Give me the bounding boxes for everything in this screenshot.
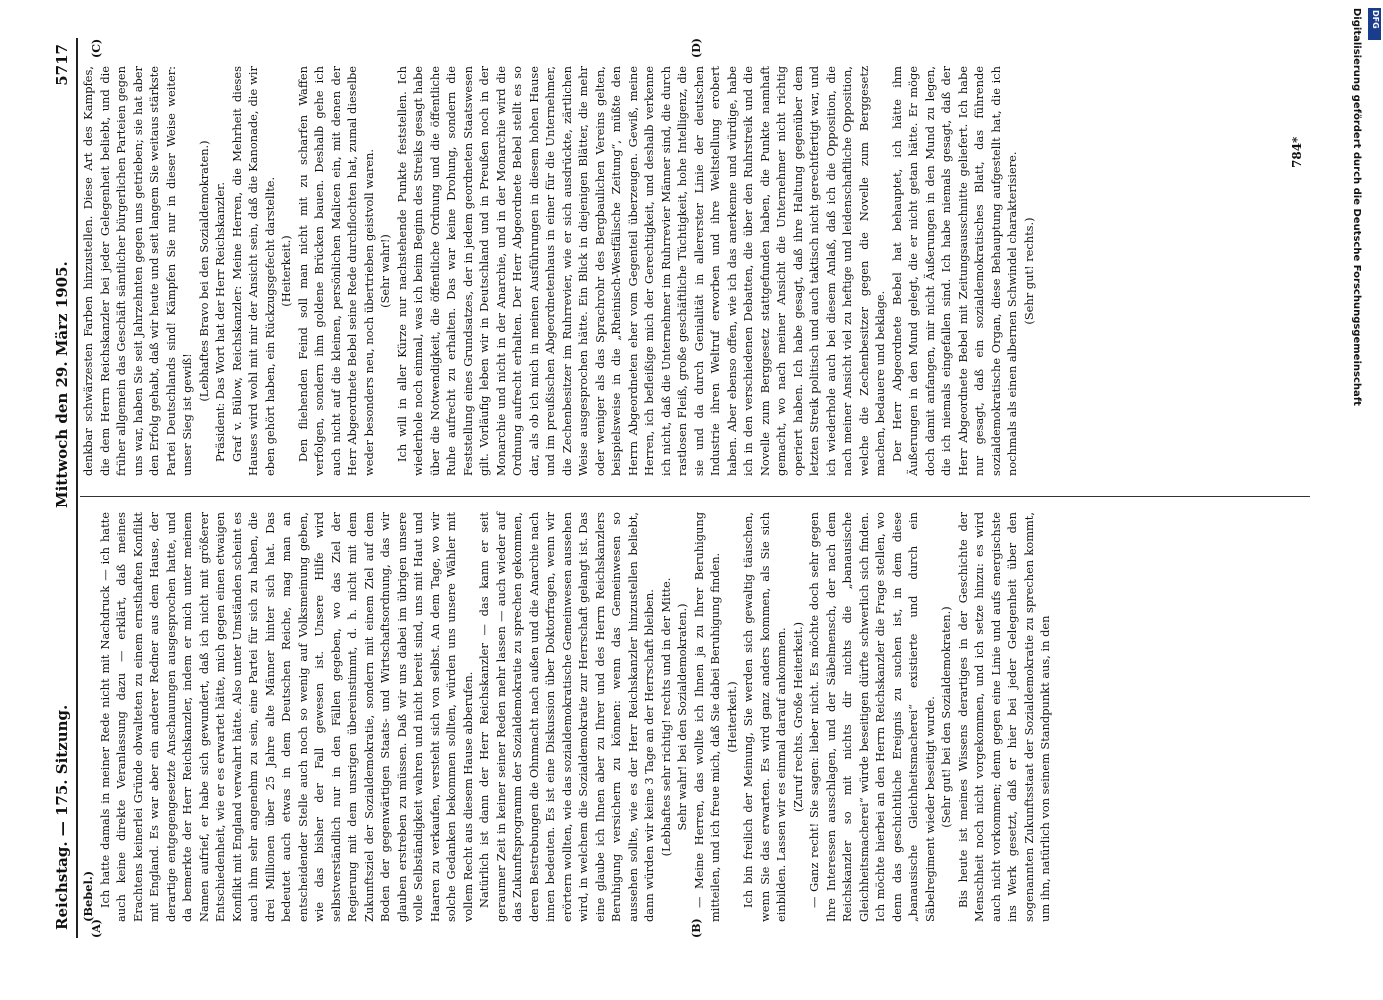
- margin-marker-d: (D): [690, 38, 703, 58]
- column-divider: [80, 496, 1310, 497]
- interjection: (Sehr wahr!): [378, 234, 392, 308]
- paragraph: — Meine Herren, das wollte ich Ihnen ja zu Ihrer Beruhigung mitteilen, und ich freue mich, daß Sie dabei Beruhigung finden.: [691, 512, 722, 922]
- interjection: (Lebhaftes Bravo bei den Sozialdemokraten.): [196, 140, 211, 402]
- interjection: (Heiterkeit.): [279, 235, 293, 307]
- interjection: (Sehr gut! rechts.): [1021, 217, 1036, 325]
- header-session-title: Reichstag. — 175. Sitzung.: [53, 704, 71, 930]
- digitization-note-text: Digitalisierung gefördert durch die Deutsche Forschungsgemeinschaft: [1351, 8, 1362, 406]
- signature-mark: 784*: [1290, 136, 1304, 168]
- paragraph: Graf v. Bülow, Reichskanzler: Meine Herren, die Mehrheit dieses Hauses wird wohl mit mir der Ansicht sein, daß die Kanonade, die wir eben gehört haben, ein Rückzugsgefecht darstellte.: [229, 66, 277, 476]
- newspaper-page: [50, 38, 1310, 938]
- paragraph: Ich hatte damals in meiner Rede nicht mit Nachdruck — ich hatte auch keine direkte Veranlassung dazu — erklärt, daß meines Erachtens keinerlei Gründe obwalteten zu einem ernsthaften Konflikt mit England. Es war aber ein anderer Redner aus dem Hause, der derartige entgegengesetzte Anschauungen ausgesprochen hatte, und da bemerkte der Herr Reichskanzler, indem er mich unter meinem Namen aufrief, er habe sich gewundert, daß ich nicht mit größerer Entschiedenheit, wie er es erwartet hätte, mich gegen einen etwaigen Konflikt mit England verwahrt hätte. Also unter Umständen scheint es auch ihm sehr angenehm zu sein, eine Partei für sich zu haben, die drei Millionen über 25 Jahre alte Männer hinter sich hat. Das bedeutet auch etwas in dem Deutschen Reiche, mag man an entscheidender Stelle auch noch so wenig auf Volksmeinung geben, wie das bisher der Fall gewesen ist. Unsere Hilfe wird selbstverständlich nur in den Fällen gegeben, wo das Ziel der Regierung mit dem unsrigen übereinstimmt, d. h. nicht mit dem Zukunftsziel der Sozialdemokratie, sondern mit einem Ziel auf dem Boden der gegenwärtigen Staats- und Wirtschaftsordnung, das wir glauben erstreben zu müssen. Daß wir uns dabei im übrigen unsere volle Selbständigkeit wahren und nicht bereit sind, uns mit Haut und Haaren zu verkaufen, versteht sich von selbst. An dem Tage, wo wir solche Gedanken bekommen sollten, würden uns unsere Wähler mit vollem Recht aus diesem Hause abberufen.: [97, 512, 475, 922]
- dfg-logo: [1368, 8, 1381, 40]
- header-rule: [76, 38, 78, 938]
- digitization-note: [1322, 8, 1362, 988]
- interjection: Sehr wahr! bei den Sozialdemokraten.): [675, 603, 689, 831]
- interjection: (Heiterkeit.): [724, 681, 739, 753]
- interjection: (Zuruf rechts. Große Heiterkeit.): [790, 621, 805, 813]
- speaker-tag: (Bebel.): [81, 870, 95, 922]
- margin-marker-b: (B): [690, 918, 703, 938]
- margin-marker-c: (C): [90, 38, 103, 58]
- page-number: 5717: [53, 44, 71, 86]
- page-header: [50, 38, 76, 938]
- paragraph: Präsident: Das Wort hat der Herr Reichskanzler.: [213, 182, 227, 462]
- header-date: Mittwoch den 29. März 1905.: [53, 261, 71, 508]
- paragraph: denkbar schwärzesten Farben hinzustellen. Diese Art des Kampfes, die dem Herrn Reichskanzler bei jeder Gelegenheit beliebt, und die früher allgemein das Geschäft sämtlicher bürgerlichen Parteien gegen uns war, haben Sie seit Jahrzehnten gegen uns getrieben; sie hat aber den Erfolg gehabt, daß wir heute und seit langem Sie weitaus stärkste Partei Deutschlands sind! Kämpfen Sie nur in dieser Weise weiter: unser Sieg ist gewiß!: [81, 66, 194, 476]
- paragraph: Ich bin freilich der Meinung, Sie werden sich gewaltig täuschen, wenn Sie das erwarten. Es wird ganz anders kommen, als Sie sich einbilden. Lassen wir es einmal darauf ankommen.: [741, 512, 788, 922]
- interjection: (Lebhaftes sehr richtig! rechts und in der Mitte.: [658, 577, 673, 857]
- paragraph: — Ganz recht! Sie sagen: lieber nicht. Es möchte doch sehr gegen Ihre Interessen ausschlagen, und der Säbelmensch, der nach dem Reichskanzler so mit nichts dir nichts die „banausische Gleichheitsmacherei“ würde beseitigen dürfte schwerlich sich finden. Ich möchte hierbei an den Herrn Reichskanzler die Frage stellen, wo denn das geschichtliche Ereignis zu suchen ist, in dem diese „banausische Gleichheitsmacherei“ existierte und durch ein Säbelregiment wieder beseitigt wurde.: [807, 512, 937, 922]
- paragraph: Den fliehenden Feind soll man nicht mit zu scharfen Waffen verfolgen, sondern ihm goldene Brücken bauen. Deshalb gehe ich auch nicht auf die kleinen, persönlichen Malicen ein, mit denen der Herr Abgeordnete Bebel seine Rede durchflochten hat, zumal dieselbe weder besonders neu, noch übertrieben geistvoll waren.: [295, 66, 376, 476]
- right-column: [80, 66, 1310, 476]
- left-column: [80, 512, 1310, 922]
- paragraph: Natürlich ist dann der Herr Reichskanzler — das kann er seit geraumer Zeit in keiner seiner Reden mehr lassen — auch wieder auf das Zukunftsprogramm der Sozialdemokratie zu sprechen gekommen, deren Bestrebungen die Ohnmacht nach außen und die Anarchie nach innen bedeuten. Es ist eine Diskussion über Doktorfragen, wenn wir erörtern wollten, wie das sozialdemokratische Gemeinwesen aussehen wird, in welchem die Sozialdemokratie zur Herrschaft gelangt ist. Das eine glaube ich Ihnen aber zu Ihrer und des Herrn Reichskanzlers Beruhigung versichern zu können: wenn das Gemeinwesen so aussehen sollte, wie es der Herr Reichskanzler hinzustellen beliebt, dann würden wir keine 3 Tage an der Herrschaft bleiben.: [477, 512, 656, 922]
- interjection: (Sehr gut! bei den Sozialdemokraten.): [939, 606, 953, 828]
- paragraph: Der Herr Abgeordnete Bebel hat behauptet, ich hätte ihm Äußerungen in den Mund gelegt, die er nicht getan hätte. Er möge doch damit anfangen, mir nicht Äußerungen in den Mund zu legen, die ich niemals eingefallen sind. Ich habe niemals gesagt, daß der Herr Abgeordnete Bebel mit Zeitungsausschnitte geliefert. Ich habe nur gesagt, daß ein sozialdemokratisches Blatt, das führende sozialdemokratische Organ, diese Behauptung aufgestellt hat, die ich nochmals als einen albernen Schwindel charakterisiere.: [889, 66, 1019, 476]
- paragraph: Bis heute ist meines Wissens derartiges in der Geschichte der Menschheit noch nicht vorgekommen, und ich setze hinzu: es wird auch nicht vorkommen; denn gegen eine Linie und aufs energischste ins Werk gesetzt, daß er hier bei jeder Gelegenheit über den sogenannten Zukunftsstaat der Sozialdemokratie zu sprechen kommt, um ihn, natürlich von seinem Standpunkt aus, in den: [955, 512, 1052, 922]
- paragraph: Ich will in aller Kürze nur nachstehende Punkte feststellen. Ich wiederhole noch einmal, was ich beim Beginn des Streiks gesagt habe über die Notwendigkeit, die öffentliche Ordnung und die öffentliche Ruhe aufrecht zu erhalten. Das war keine Drohung, sondern die Feststellung eines Grundsatzes, der in jedem geordneten Staatswesen gilt. Vorläufig leben wir in Deutschland und in Preußen noch in der Monarchie und nicht in der Anarchie, und in der Monarchie wird die Ordnung aufrecht erhalten. Der Herr Abgeordnete Bebel stellt es so dar, als ob ich mich in meinen Ausführungen in diesem hohen Hause und im preußischen Abgeordnetenhaus in einer für die Unternehmer, die Zechenbesitzer im Ruhrrevier, wie er sich ausdrückte, zärtlichen Weise ausgesprochen hätte. Ein Blick in diejenigen Blätter, die mehr oder weniger als das Sprachrohr des Bergbaulichen Vereins gelten, beispielsweise in die „Rheinisch-Westfälische Zeitung“, müßte den Herrn Abgeordneten eher vom Gegenteil überzeugen. Gewiß, meine Herren, ich befleißige mich der Gerechtigkeit, und deshalb verkenne ich nicht, daß die Unternehmer im Ruhrrevier Männer sind, die durch rastlosen Fleiß, große geschäftliche Tüchtigkeit, hohe Intelligenz, die sie und da durch Genialität in allererster Linie der deutschen Industrie ihren Weltruf erworben und ihre Weltstellung erobert haben. Aber ebenso offen, wie ich das anerkenne und würdige, habe ich in den verschiedenen Debatten, die über den Ruhrstreik und die Novelle zum Berggesetz stattgefunden haben, die Punkte namhaft gemacht, wo nach meiner Ansicht die Unternehmer nicht richtig operiert haben. Ich habe gesagt, daß ihre Haltung gegenüber dem letzten Streik politisch und auch taktisch nicht gerechtfertigt war, und ich wiederhole auch bei diesem Anlaß, daß ich die Opposition, die nach meiner Ansicht viel zu heftige und leidenschaftliche Opposition, welche die Zechenbesitzer gegen die Novelle zum Berggesetz machen, bedauere und beklage.: [394, 66, 887, 476]
- margin-marker-a: (A): [90, 919, 103, 938]
- dfg-logo-text: DFG: [1371, 10, 1380, 29]
